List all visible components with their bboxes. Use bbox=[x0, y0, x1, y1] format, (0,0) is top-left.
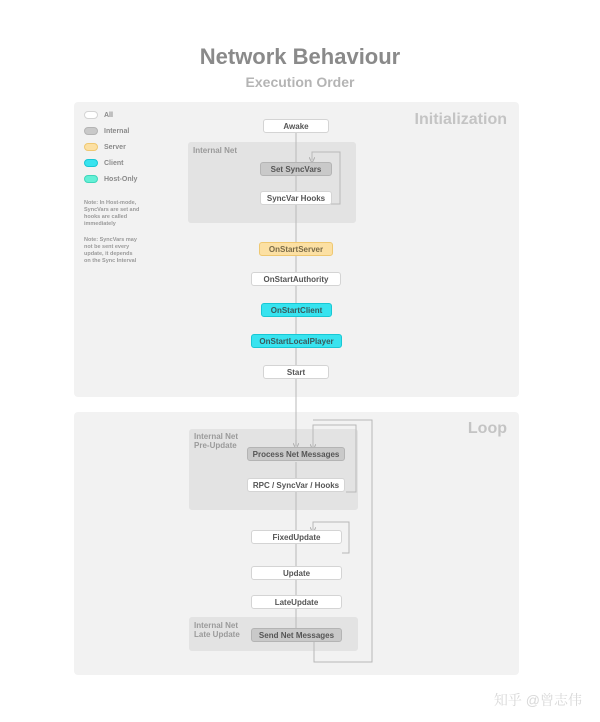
node-on-start-local-player: OnStartLocalPlayer bbox=[251, 334, 342, 348]
node-on-start-server: OnStartServer bbox=[259, 242, 333, 256]
late-update-label: Internal Net Late Update bbox=[194, 621, 240, 639]
node-on-start-authority: OnStartAuthority bbox=[251, 272, 341, 286]
note-host-mode: Note: In Host-mode, SyncVars are set and hooks are called immediately bbox=[84, 200, 140, 227]
node-set-syncvars: Set SyncVars bbox=[260, 162, 332, 176]
init-internal-net-label: Internal Net bbox=[193, 146, 238, 155]
node-syncvar-hooks: SyncVar Hooks bbox=[260, 191, 332, 205]
node-start: Start bbox=[263, 365, 329, 379]
diagram-title: Network Behaviour bbox=[199, 44, 401, 69]
legend-label-all: All bbox=[104, 111, 113, 119]
legend-label-host-only: Host-Only bbox=[104, 175, 138, 183]
node-rpc-syncvar-hooks: RPC / SyncVar / Hooks bbox=[247, 478, 345, 492]
node-late-update: LateUpdate bbox=[251, 595, 342, 609]
legend-label-internal: Internal bbox=[104, 127, 130, 135]
initialization-label: Initialization bbox=[414, 111, 507, 128]
node-process-net-messages: Process Net Messages bbox=[247, 447, 345, 461]
legend-label-client: Client bbox=[104, 159, 124, 167]
node-on-start-client: OnStartClient bbox=[261, 303, 332, 317]
watermark: 知乎 @曾志伟 bbox=[493, 692, 582, 708]
node-fixed-update: FixedUpdate bbox=[251, 530, 342, 544]
diagram-subtitle: Execution Order bbox=[245, 74, 355, 90]
pre-update-label: Internal Net Pre-Update bbox=[194, 432, 239, 450]
legend-label-server: Server bbox=[104, 143, 126, 151]
node-awake: Awake bbox=[263, 119, 329, 133]
node-send-net-messages: Send Net Messages bbox=[251, 628, 342, 642]
loop-label: Loop bbox=[467, 420, 507, 437]
note-sync-interval: Note: SyncVars may not be sent every update, it depends on the Sync Interval bbox=[84, 237, 137, 264]
node-update: Update bbox=[251, 566, 342, 580]
